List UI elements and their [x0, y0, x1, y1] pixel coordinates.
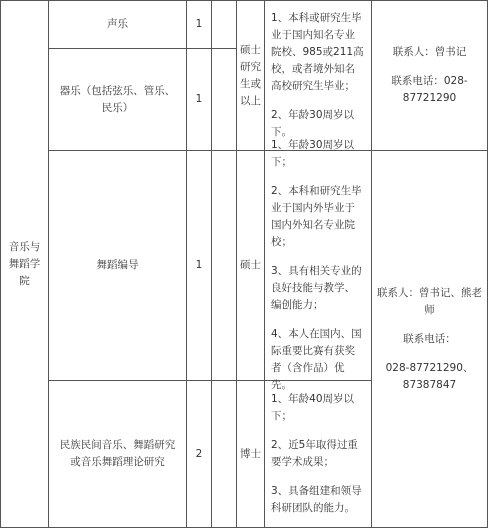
- degree-text: 硕士研究生或以上: [240, 43, 261, 107]
- contact-phone-label: 联系电话：: [403, 332, 456, 345]
- contact-person: 联系人：曾书记、熊老师: [377, 286, 482, 316]
- count-cell-3: [187, 151, 211, 380]
- position-cell-1: [49, 1, 186, 48]
- college-name: 音乐与舞蹈学院: [8, 240, 41, 287]
- requirement-item: 3、具有相关专业的良好技能与教学、编创能力；: [271, 265, 362, 311]
- requirement-item: 1、年龄40周岁以下；: [271, 393, 355, 422]
- position-count: 1: [195, 259, 203, 271]
- position-name: 舞蹈编导: [96, 259, 139, 271]
- requirement-item: 3、具备组建和领导科研团队的能力。: [271, 485, 362, 514]
- requirement-item: 2、年龄30周岁以下。: [271, 109, 355, 138]
- position-cell-3: [49, 151, 186, 380]
- count-cell-1: [187, 1, 211, 48]
- degree-cell-1: [237, 1, 264, 150]
- requirement-item: 1、年龄30周岁以下；: [271, 139, 355, 168]
- contact-phone: 028-87721290、87387847: [385, 361, 474, 391]
- degree-text: 硕士: [240, 259, 261, 271]
- count-cell-2: [187, 49, 211, 150]
- col-divider-3: [211, 0, 212, 528]
- requirement-item: 4、本人在国内、国际重要比赛有获奖者（含作品）优先。: [271, 328, 362, 391]
- requirement-item: 1、本科或研究生毕业于国内知名专业院校、985或211高校，或者境外知名高校研究生毕业；: [271, 12, 364, 92]
- requirements-cell-3: [265, 381, 371, 527]
- position-name: 器乐（包括弦乐、管乐、民乐）: [59, 84, 176, 114]
- degree-text: 博士: [240, 447, 261, 460]
- degree-cell-2: [237, 151, 264, 380]
- position-name: 声乐: [107, 18, 128, 30]
- position-cell-2: [49, 49, 186, 150]
- college-cell: [1, 1, 48, 527]
- requirement-item: 2、本科和研究生毕业于国内外毕业于国内外知名专业院校；: [271, 185, 362, 248]
- position-count: 2: [195, 447, 203, 460]
- position-cell-4: [49, 381, 186, 527]
- requirement-item: 2、近5年取得过重要学术成果；: [271, 439, 358, 468]
- degree-cell-3: [237, 381, 264, 527]
- position-count: 1: [195, 93, 203, 105]
- count-cell-4: [187, 381, 211, 527]
- contact-phone: 联系电话：028-87721290: [391, 75, 468, 104]
- contact-cell-2: [372, 151, 487, 527]
- contact-person: 联系人：曾书记: [392, 46, 467, 58]
- position-name: 民族民间音乐、舞蹈研究或音乐舞蹈理论研究: [59, 439, 176, 468]
- requirements-cell-1: [265, 1, 371, 150]
- position-count: 1: [195, 18, 203, 30]
- contact-cell-1: [372, 1, 487, 150]
- requirements-cell-2: [265, 139, 371, 391]
